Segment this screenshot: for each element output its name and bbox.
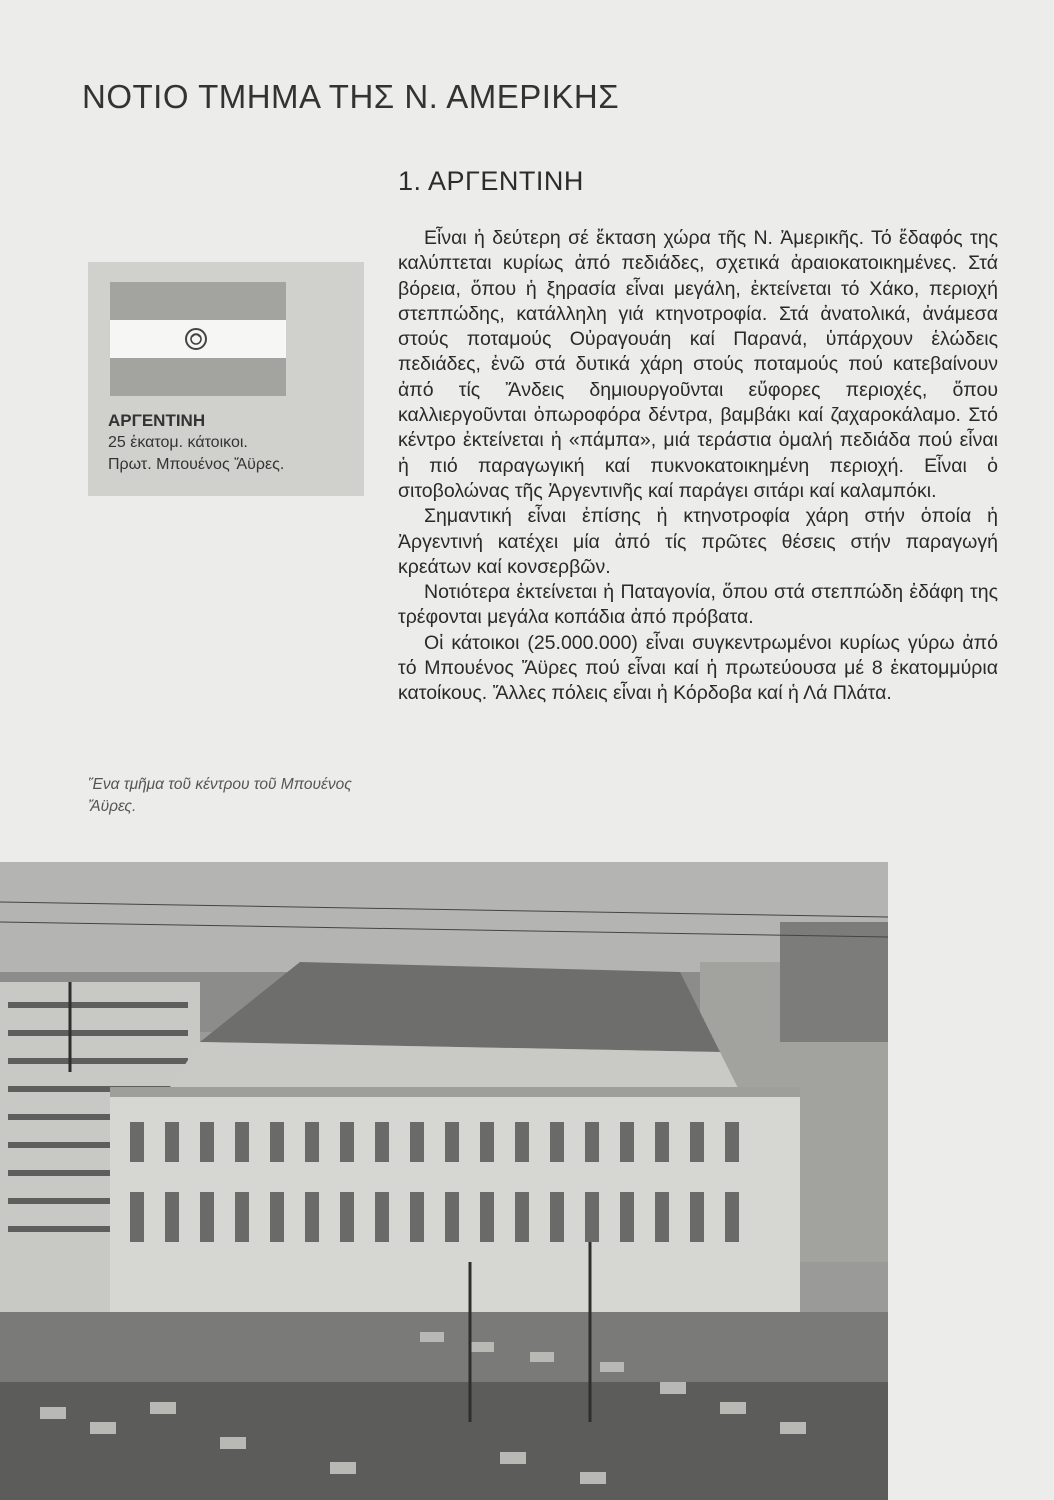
sun-emblem-icon xyxy=(183,326,209,352)
flag-stripe-bottom xyxy=(110,358,286,396)
section-heading: 1. ΑΡΓΕΝΤΙΝΗ xyxy=(398,166,584,196)
flag-country-name: ΑΡΓΕΝΤΙΝΗ xyxy=(108,411,206,430)
paragraph-geography: Εἶναι ἡ δεύτερη σέ ἔκταση χώρα τῆς Ν. Ἀμερικῆς. Τό ἔδαφός της καλύπτεται κυρίως ἀπό πεδιάδες, σχετικά ἀραιοκατοικημένες. Στά βόρεια, ὅπου ἡ ξηρασία εἶναι μεγάλη, ἐκτείνεται τό Χάκο, περιοχή στεππώδης, κατάλληλη γιά κτηνοτροφία. Στά ἀνατολικά, ἀνάμεσα στούς ποταμούς Οὐραγουάη καί Παρανά, ὑπάρχουν ἑλώδεις πεδιάδες, ἐνῶ στά δυτικά χάρη στούς ποταμούς πού κατεβαίνουν ἀπό τίς Ἄνδεις δημιουργοῦνται εὔφορες περιοχές, ὅπου καλλιεργοῦνται ὀπωροφόρα δέντρα, βαμβάκι καί ζαχαροκάλαμο. Στό κέντρο ἐκτείνεται ἡ «πάμπα», μιά τεράστια ὁμαλή πεδιάδα πού εἶναι ἡ πιό παραγωγική καί πυκνοκατοικημένη περιοχή. Εἶναι ὁ σιτοβολώνας τῆς Ἀργεντινῆς καί παράγει σιτάρι καί καλαμπόκι. xyxy=(398,227,998,502)
flag-population: 25 ἑκατομ. κάτοικοι. xyxy=(108,434,248,451)
flag-info-box xyxy=(88,262,364,496)
photo-illustration xyxy=(0,862,888,1500)
argentina-flag xyxy=(110,282,286,396)
paragraph-patagonia: Νοτιότερα ἐκτείνεται ἡ Παταγονία, ὅπου στά στεππώδη ἐδάφη της τρέφονται μεγάλα κοπάδια ἀπό πρόβατα. xyxy=(398,581,998,629)
buenos-aires-photo xyxy=(0,862,888,1500)
flag-stripe-top xyxy=(110,282,286,320)
article-body xyxy=(398,226,998,707)
page-title: ΝΟΤΙΟ ΤΜΗΜΑ ΤΗΣ Ν. ΑΜΕΡΙΚΗΣ xyxy=(82,78,620,115)
paragraph-livestock: Σημαντική εἶναι ἐπίσης ἡ κτηνοτροφία χάρη στήν ὁποία ἡ Ἀργεντινή κατέχει μία ἀπό τίς πρῶτες θέσεις στήν παραγωγή κρεάτων καί κονσερβῶν. xyxy=(398,505,998,578)
flag-capital: Πρωτ. Μπουένος Ἄϋρες. xyxy=(108,456,285,473)
photo-caption: Ἕνα τμῆμα τοῦ κέντρου τοῦ Μπουένος Ἄϋρες. xyxy=(88,776,352,815)
flag-caption xyxy=(108,410,284,476)
paragraph-population: Οἱ κάτοικοι (25.000.000) εἶναι συγκεντρωμένοι κυρίως γύρω ἀπό τό Μπουένος Ἄϋρες πού εἶναι καί ἡ πρωτεύουσα μέ 8 ἑκατομμύρια κατοίκους. Ἄλλες πόλεις εἶναι ἡ Κόρδοβα καί ἡ Λά Πλάτα. xyxy=(398,631,998,705)
